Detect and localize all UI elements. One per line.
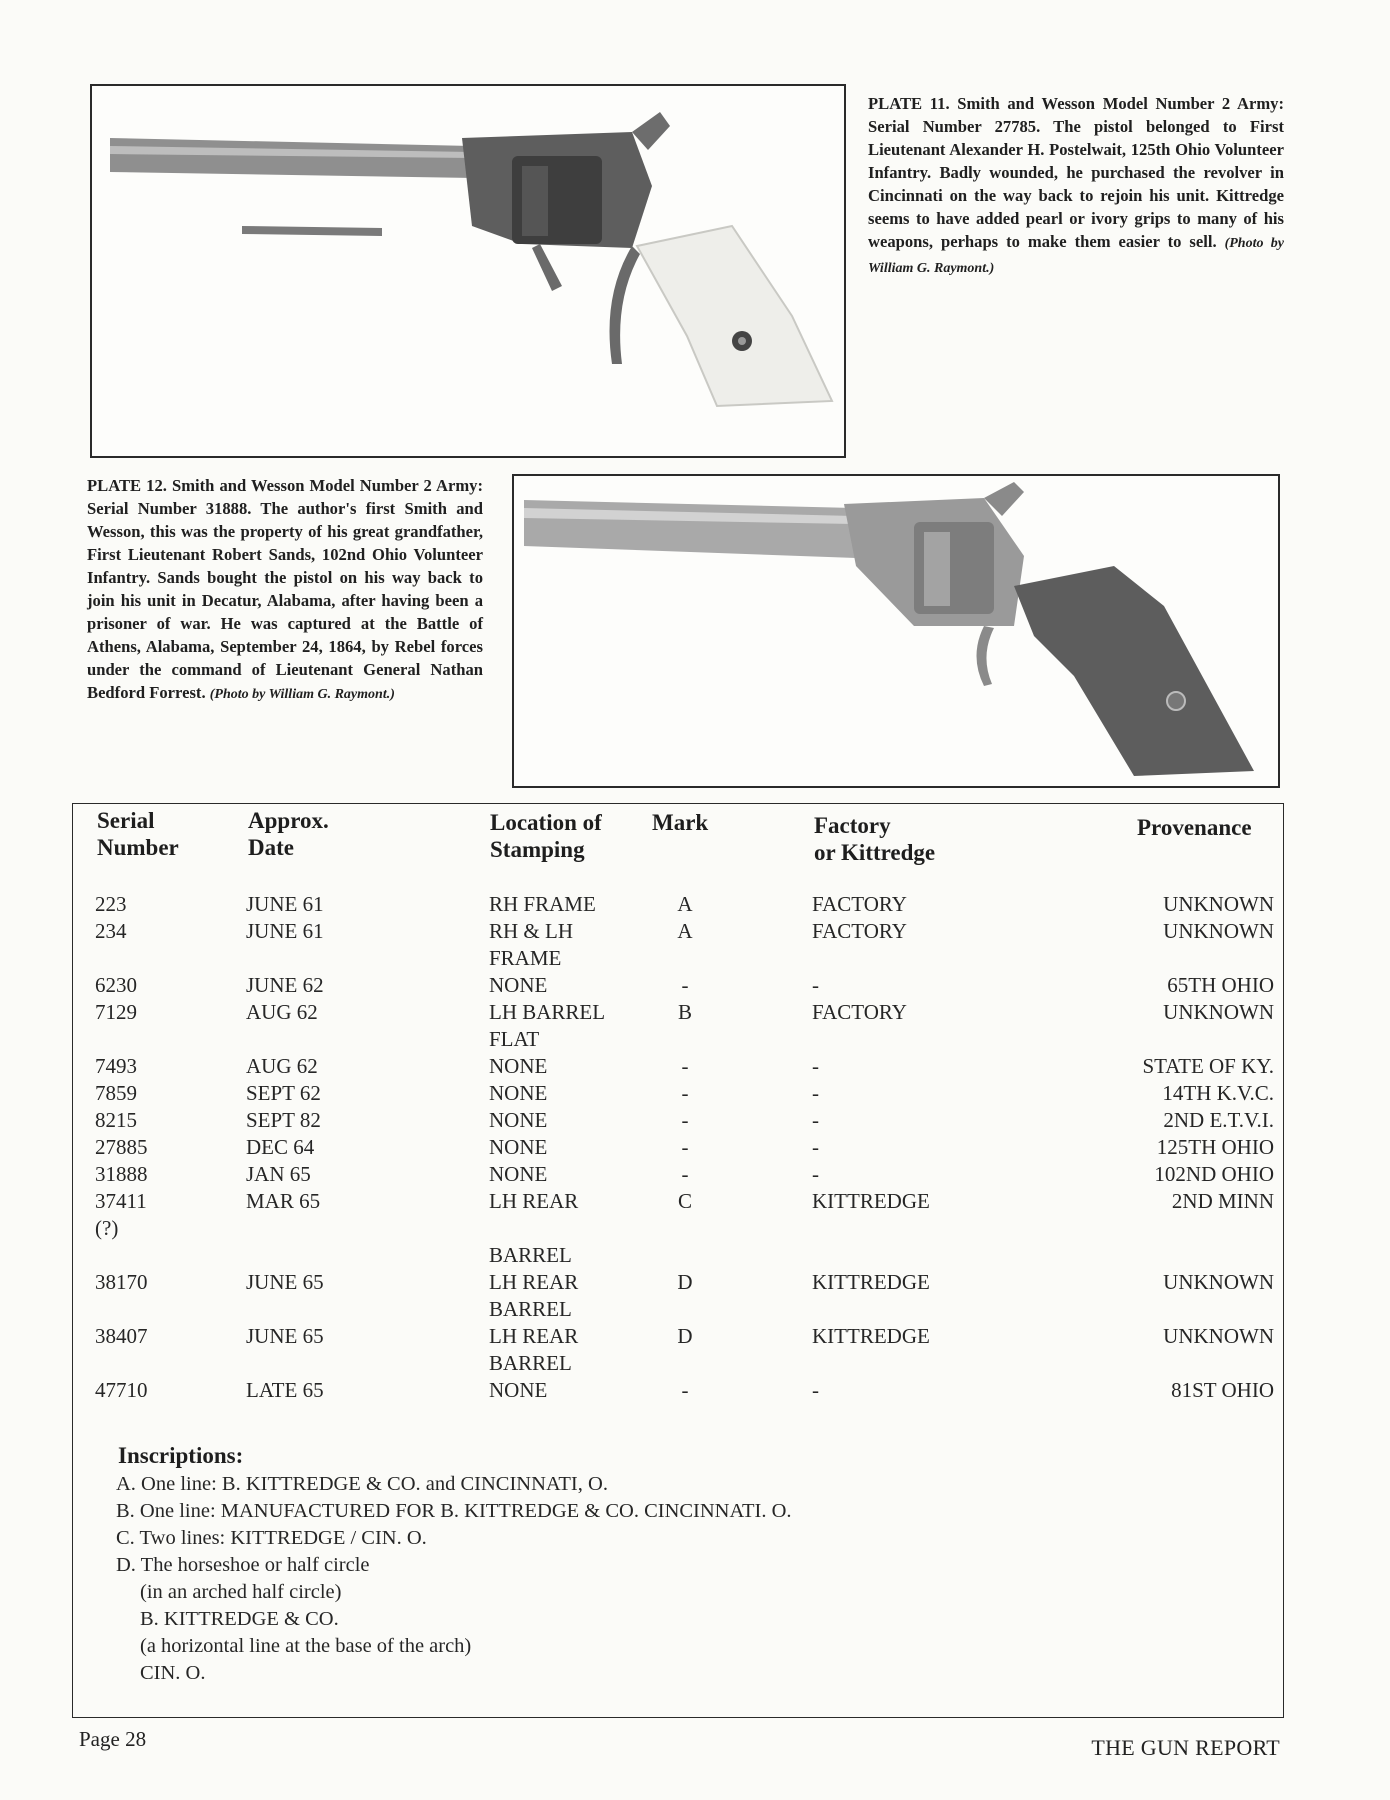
cell-serial: 223	[95, 892, 127, 916]
cell-location: LH REAR	[489, 1324, 579, 1348]
cell-location: NONE	[489, 1162, 548, 1186]
cell-factory: KITTREDGE	[812, 1270, 930, 1294]
header-factory-line2: or Kittredge	[814, 840, 936, 865]
header-provenance: Provenance	[1137, 815, 1252, 840]
cell-location: LH BARREL	[489, 1000, 606, 1024]
cell-mark: -	[681, 1054, 689, 1078]
revolver-wood-grip-image	[514, 476, 1278, 786]
cell-provenance: 125TH OHIO	[1156, 1135, 1274, 1159]
page-number: Page 28	[79, 1727, 147, 1751]
cell-factory: -	[812, 1378, 819, 1402]
cell-serial: 7859	[95, 1081, 137, 1105]
plate-11-caption-text: PLATE 11. Smith and Wesson Model Number 2 Army: Serial Number 27785. The pistol belonged to First Lieutenant Alexander H. Postelwait, 125th Ohio Volunteer Infantry. Badly wounded, he purchased the revolver in Cincinnati on the way back to rejoin his unit. Kittredge seems to have added pearl or ivory grips to many of his weapons, perhaps to make them easier to sell.	[868, 94, 1284, 251]
cell-location: BARREL	[489, 1297, 572, 1321]
header-factory-or-kittredge	[814, 812, 935, 866]
cell-serial: 27885	[95, 1135, 148, 1159]
cell-serial: 37411	[95, 1189, 147, 1213]
cell-serial: 7493	[95, 1054, 137, 1078]
header-date-line1: Approx.	[248, 808, 329, 833]
cell-serial: (?)	[95, 1216, 119, 1240]
cell-mark: D	[677, 1324, 693, 1348]
cell-date: LATE 65	[246, 1378, 324, 1402]
cell-location: NONE	[489, 1378, 548, 1402]
cell-location: FLAT	[489, 1027, 540, 1051]
cell-serial: 8215	[95, 1108, 137, 1132]
header-serial-line1: Serial	[97, 808, 155, 833]
cell-mark: -	[681, 973, 689, 997]
cell-factory: FACTORY	[812, 1000, 907, 1024]
cell-date: JUNE 65	[246, 1270, 324, 1294]
header-date-line2: Date	[248, 835, 294, 860]
cell-provenance: 65TH OHIO	[1167, 973, 1274, 997]
plate-12-photo-credit: (Photo by William G. Raymont.)	[209, 687, 395, 702]
inscriptions-title: Inscriptions:	[118, 1443, 244, 1468]
plate-12-photo	[512, 474, 1280, 788]
cell-factory: KITTREDGE	[812, 1189, 930, 1213]
cell-mark: -	[681, 1081, 689, 1105]
cell-factory: -	[812, 1054, 819, 1078]
cell-serial: 6230	[95, 973, 137, 997]
plate-11-photo	[90, 84, 846, 458]
cell-date: SEPT 82	[246, 1108, 321, 1132]
cell-location: NONE	[489, 1108, 548, 1132]
cell-mark: -	[681, 1162, 689, 1186]
cell-location: RH FRAME	[489, 892, 596, 916]
header-mark: Mark	[652, 810, 709, 835]
cell-date: DEC 64	[246, 1135, 315, 1159]
cell-mark: -	[681, 1135, 689, 1159]
cell-provenance: UNKNOWN	[1163, 919, 1274, 943]
cell-provenance: 14TH K.V.C.	[1162, 1081, 1274, 1105]
cell-provenance: UNKNOWN	[1163, 1270, 1274, 1294]
cell-provenance: STATE OF KY.	[1142, 1054, 1274, 1078]
cell-factory: -	[812, 1135, 819, 1159]
header-location-line2: Stamping	[490, 837, 585, 862]
cell-factory: -	[812, 973, 819, 997]
cell-mark: -	[681, 1378, 689, 1402]
cell-mark: B	[677, 1000, 692, 1024]
header-serial-line2: Number	[97, 835, 179, 860]
inscription-d-name: B. KITTREDGE & CO.	[140, 1608, 339, 1630]
cell-date: JUNE 65	[246, 1324, 324, 1348]
cell-mark: A	[677, 919, 693, 943]
cell-location: LH REAR	[489, 1189, 579, 1213]
cell-date: JAN 65	[246, 1162, 311, 1186]
plate-11-photo-credit: (Photo by William G. Raymont.)	[868, 236, 1284, 276]
cell-location: BARREL	[489, 1351, 572, 1375]
inscription-a: A. One line: B. KITTREDGE & CO. and CINCINNATI, O.	[116, 1473, 608, 1495]
header-factory-line1: Factory	[814, 813, 891, 838]
cell-mark: C	[677, 1189, 692, 1213]
cell-location: NONE	[489, 1081, 548, 1105]
cell-location: RH & LH	[489, 919, 573, 943]
cell-provenance: UNKNOWN	[1163, 892, 1274, 916]
cell-factory: FACTORY	[812, 892, 907, 916]
cell-factory: KITTREDGE	[812, 1324, 930, 1348]
cell-date: JUNE 61	[246, 892, 324, 916]
cell-factory: -	[812, 1162, 819, 1186]
plate-12-caption-text: PLATE 12. Smith and Wesson Model Number 2 Army: Serial Number 31888. The author's first Smith and Wesson, this was the property of his great grandfather, First Lieutenant Robert Sands, 102nd Ohio Volunteer Infantry. Sands bought the pistol on his way back to join his unit in Decatur, Alabama, after having been a prisoner of war. He was captured at the Battle of Athens, Alabama, September 24, 1864, by Rebel forces under the command of Lieutenant General Nathan Bedford Forrest.	[87, 476, 483, 702]
cell-location: BARREL	[489, 1243, 572, 1267]
inscription-d: D. The horseshoe or half circle	[116, 1554, 370, 1576]
cell-location: NONE	[489, 1054, 548, 1078]
cell-location: LH REAR	[489, 1270, 579, 1294]
cell-provenance: 102ND OHIO	[1154, 1162, 1274, 1186]
cell-provenance: 2ND E.T.V.I.	[1163, 1108, 1274, 1132]
cell-date: AUG 62	[246, 1000, 318, 1024]
cell-date: JUNE 62	[246, 973, 324, 997]
cell-provenance: UNKNOWN	[1163, 1000, 1274, 1024]
cell-serial: 38407	[95, 1324, 148, 1348]
inscription-c: C. Two lines: KITTREDGE / CIN. O.	[116, 1527, 427, 1549]
inscription-d-horizontal: (a horizontal line at the base of the arch)	[140, 1635, 472, 1657]
cell-date: JUNE 61	[246, 919, 324, 943]
cell-factory: -	[812, 1081, 819, 1105]
cell-location: NONE	[489, 973, 548, 997]
cell-serial: 38170	[95, 1270, 148, 1294]
cell-serial: 234	[95, 919, 127, 943]
cell-mark: D	[677, 1270, 693, 1294]
cell-date: MAR 65	[246, 1189, 321, 1213]
cell-location: FRAME	[489, 946, 562, 970]
plate-12-caption	[87, 474, 483, 706]
inscription-d-city: CIN. O.	[140, 1662, 206, 1684]
cell-serial: 31888	[95, 1162, 148, 1186]
cell-mark: -	[681, 1108, 689, 1132]
cell-mark: A	[677, 892, 693, 916]
inscription-d-arched: (in an arched half circle)	[140, 1581, 342, 1603]
plate-11-caption	[868, 92, 1284, 280]
revolver-pearl-grip-image	[92, 86, 844, 456]
cell-serial: 47710	[95, 1378, 148, 1402]
cell-serial: 7129	[95, 1000, 137, 1024]
cell-factory: -	[812, 1108, 819, 1132]
header-approx-date	[248, 807, 329, 861]
cell-date: AUG 62	[246, 1054, 318, 1078]
header-location-line1: Location of	[490, 810, 602, 835]
cell-factory: FACTORY	[812, 919, 907, 943]
cell-date: SEPT 62	[246, 1081, 321, 1105]
cell-provenance: 81ST OHIO	[1171, 1378, 1274, 1402]
inscription-b: B. One line: MANUFACTURED FOR B. KITTREDGE & CO. CINCINNATI. O.	[116, 1500, 792, 1522]
publication-name: THE GUN REPORT	[1091, 1735, 1280, 1760]
cell-provenance: 2ND MINN	[1171, 1189, 1274, 1213]
cell-provenance: UNKNOWN	[1163, 1324, 1274, 1348]
header-location-of-stamping	[490, 809, 602, 863]
cell-location: NONE	[489, 1135, 548, 1159]
header-serial-number	[97, 807, 179, 861]
